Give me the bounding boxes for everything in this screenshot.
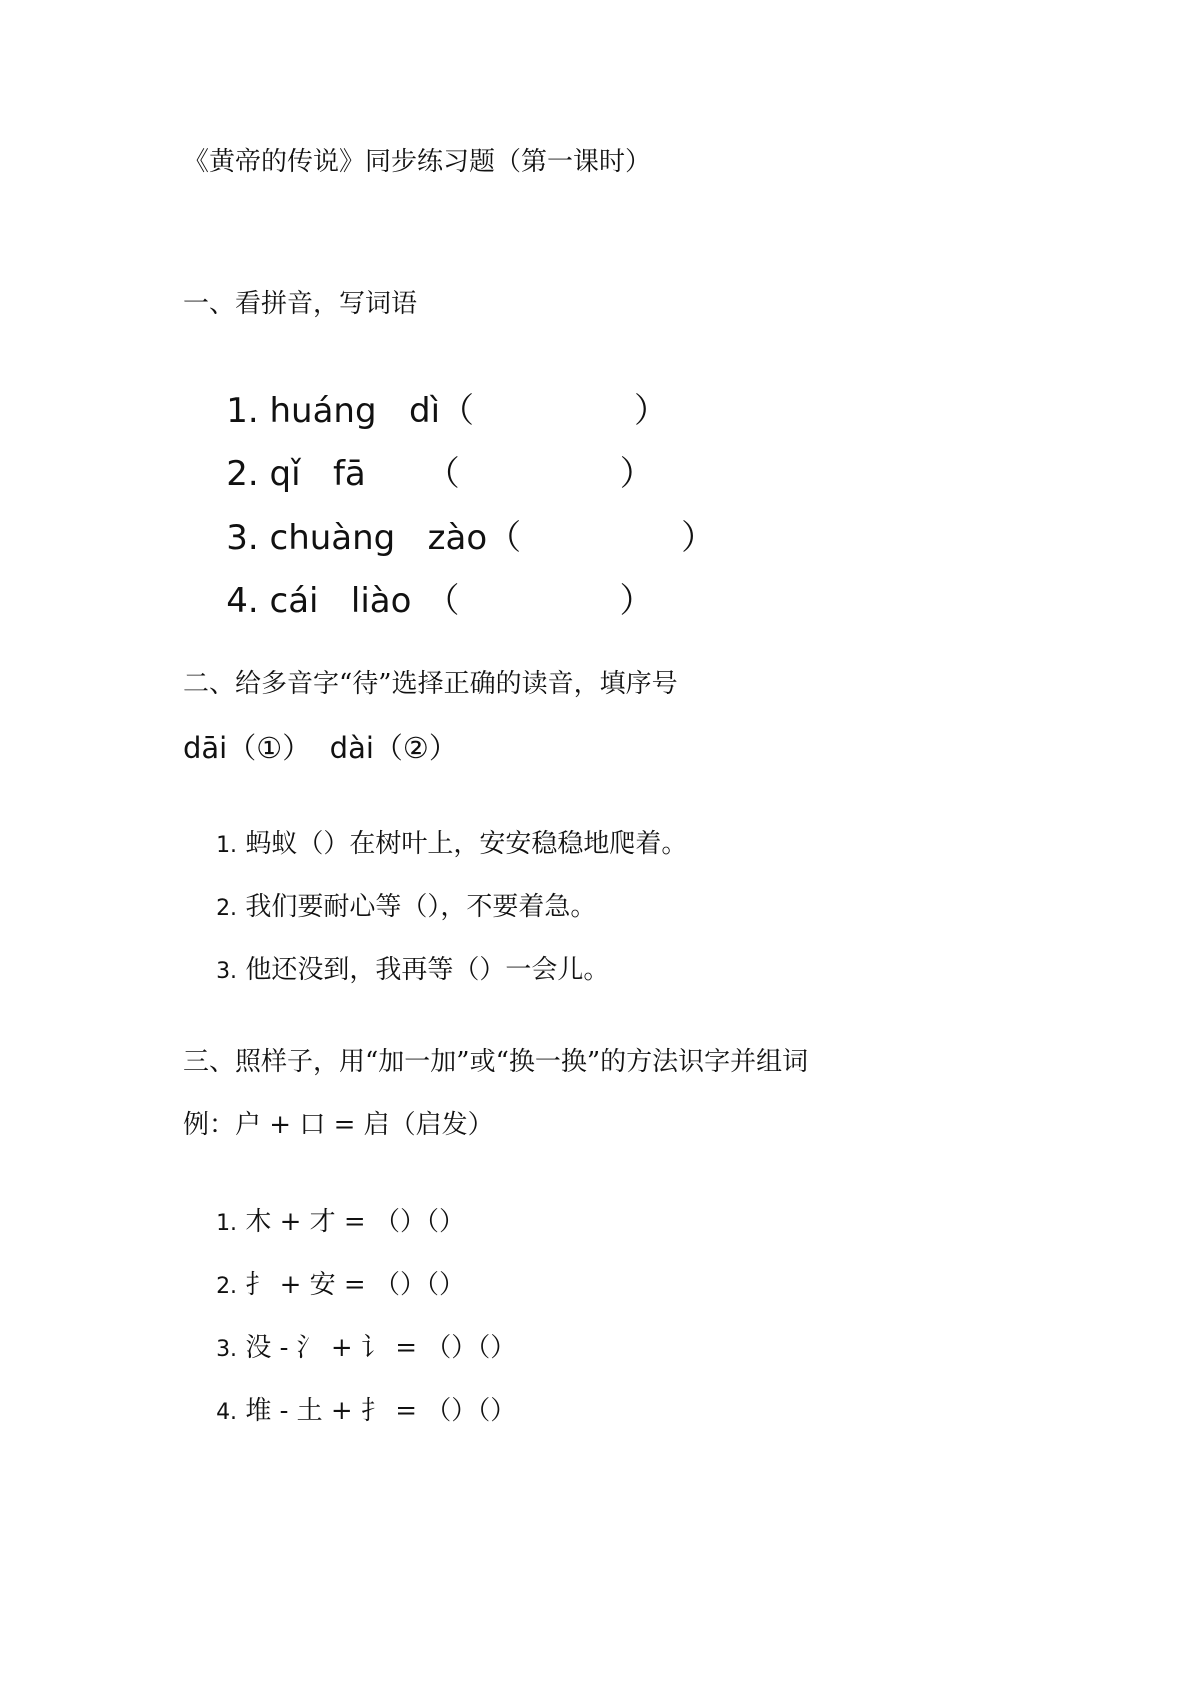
- answer-close-paren: ）: [634, 391, 669, 431]
- formula-text: 堆 - 土 + 扌 = （）（）: [245, 1396, 517, 1426]
- char-item-4: [183, 1360, 516, 1464]
- reading-options: dāi（①） dài（②）: [183, 731, 458, 765]
- item-number: 4.: [216, 1400, 238, 1425]
- item-number: 2.: [226, 454, 259, 494]
- formula-text: 木 + 才 = （）（）: [245, 1207, 465, 1237]
- formula-text: 扌 + 安 = （）（）: [245, 1270, 465, 1300]
- formula-text: 没 - 氵 + 讠 = （）（）: [245, 1333, 517, 1363]
- item-number: 3.: [216, 1337, 238, 1362]
- sentence-text: 他还没到，我再等（）一会儿。: [245, 955, 610, 985]
- item-number: 3.: [226, 518, 259, 558]
- sentence-text: 我们要耐心等（），不要着急。: [245, 892, 597, 922]
- item-number: 1.: [216, 1211, 238, 1236]
- pinyin-text: qǐ fā: [269, 454, 366, 494]
- section-1-heading: 一、看拼音，写词语: [183, 289, 418, 319]
- pinyin-text: huáng dì: [269, 391, 441, 431]
- item-number: 2.: [216, 896, 238, 921]
- pinyin-item-4: [183, 535, 653, 667]
- item-number: 4.: [226, 581, 259, 621]
- section-2-heading: 二、给多音字“待”选择正确的读音，填序号: [183, 669, 678, 699]
- answer-open-paren: （: [425, 581, 460, 621]
- answer-close-paren: ）: [681, 518, 716, 558]
- sentence-text: 蚂蚁（）在树叶上，安安稳稳地爬着。: [245, 829, 688, 859]
- pinyin-text: cái liào: [269, 581, 412, 621]
- item-number: 1.: [226, 391, 259, 431]
- answer-open-paren: （: [425, 454, 460, 494]
- item-number: 2.: [216, 1274, 238, 1299]
- answer-close-paren: ）: [619, 454, 654, 494]
- polyphone-item-3: [183, 919, 609, 1023]
- section-3-heading: 三、照样子，用“加一加”或“换一换”的方法识字并组词: [183, 1047, 809, 1077]
- pinyin-text: chuàng zào: [269, 518, 488, 558]
- answer-open-paren: （: [440, 391, 475, 431]
- page-title: 《黄帝的传说》同步练习题（第一课时）: [183, 147, 652, 177]
- answer-close-paren: ）: [619, 581, 654, 621]
- example-line: 例：户 + 口 = 启（启发）: [183, 1110, 494, 1140]
- item-number: 1.: [216, 833, 238, 858]
- item-number: 3.: [216, 959, 238, 984]
- answer-open-paren: （: [487, 518, 522, 558]
